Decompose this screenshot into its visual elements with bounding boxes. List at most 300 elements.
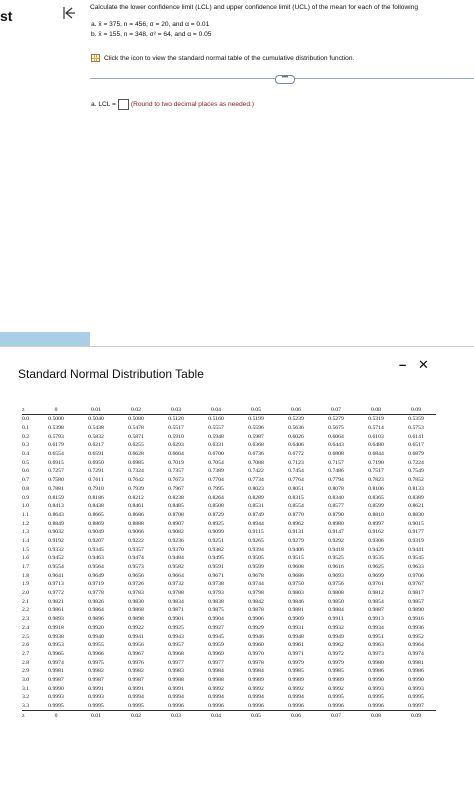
table-row	[22, 624, 436, 633]
probability-cell: 0.9984	[248, 668, 264, 675]
z-value-cell: 2.2	[22, 607, 30, 614]
table-row	[22, 537, 436, 546]
column-header: 0.08	[371, 406, 381, 413]
probability-cell: 0.7881	[48, 485, 64, 492]
probability-cell: 0.6591	[88, 451, 104, 458]
probability-cell: 0.5040	[88, 416, 104, 423]
question-title: Calculate the lower confidence limit (LCL) and upper confidence limit (UCL) of the mean for each of the following	[90, 4, 419, 11]
probability-cell: 0.9965	[48, 650, 64, 657]
table-row	[22, 519, 436, 528]
probability-cell: 0.9732	[168, 581, 184, 588]
table-row	[22, 415, 436, 424]
probability-cell: 0.8599	[368, 503, 384, 510]
probability-cell: 0.9744	[248, 581, 264, 588]
probability-cell: 0.5910	[168, 433, 184, 440]
probability-cell: 0.9484	[168, 555, 184, 562]
probability-cell: 0.8315	[288, 494, 304, 501]
probability-cell: 0.9292	[328, 537, 344, 544]
probability-cell: 0.9995	[368, 694, 384, 701]
probability-cell: 0.5596	[248, 425, 264, 432]
z-value-cell: 1.8	[22, 572, 30, 579]
probability-cell: 0.7019	[168, 459, 184, 466]
z-value-cell: 1.1	[22, 511, 30, 518]
probability-cell: 0.9222	[128, 537, 144, 544]
probability-cell: 0.5319	[368, 416, 384, 423]
table-row	[22, 693, 436, 702]
probability-cell: 0.8023	[248, 485, 264, 492]
table-row	[22, 676, 436, 685]
probability-cell: 0.8686	[128, 511, 144, 518]
probability-cell: 0.9977	[168, 659, 184, 666]
z-column-header: z	[22, 406, 25, 413]
probability-cell: 0.9927	[208, 624, 224, 631]
probability-cell: 0.9756	[328, 581, 344, 588]
probability-cell: 0.9997	[408, 703, 424, 710]
probability-cell: 0.9846	[288, 598, 304, 605]
z-value-cell: 1.2	[22, 520, 30, 527]
probability-cell: 0.5160	[208, 416, 224, 423]
probability-cell: 0.7454	[288, 468, 304, 475]
z-value-cell: 1.7	[22, 564, 30, 571]
probability-cell: 0.9582	[168, 564, 184, 571]
probability-cell: 0.9977	[208, 659, 224, 666]
probability-cell: 0.6664	[168, 451, 184, 458]
z-value-cell: 0.2	[22, 433, 30, 440]
probability-cell: 0.5120	[168, 416, 184, 423]
probability-cell: 0.9995	[48, 703, 64, 710]
probability-cell: 0.7995	[208, 485, 224, 492]
probability-cell: 0.7823	[368, 477, 384, 484]
probability-cell: 0.9854	[368, 598, 384, 605]
table-row	[22, 441, 436, 450]
table-row	[22, 545, 436, 554]
probability-cell: 0.9989	[248, 676, 264, 683]
probability-cell: 0.9982	[128, 668, 144, 675]
probability-cell: 0.8485	[168, 503, 184, 510]
table-row	[22, 485, 436, 494]
probability-cell: 0.7549	[408, 468, 424, 475]
probability-cell: 0.8051	[288, 485, 304, 492]
probability-cell: 0.6443	[328, 442, 344, 449]
answer-hint: (Round to two decimal places as needed.)	[130, 101, 255, 108]
probability-cell: 0.9838	[208, 598, 224, 605]
probability-cell: 0.9671	[208, 572, 224, 579]
probability-cell: 0.9956	[128, 642, 144, 649]
probability-cell: 0.9633	[408, 564, 424, 571]
probability-cell: 0.9192	[48, 537, 64, 544]
probability-cell: 0.9535	[368, 555, 384, 562]
probability-cell: 0.8729	[208, 511, 224, 518]
probability-cell: 0.8790	[328, 511, 344, 518]
probability-cell: 0.9990	[48, 685, 64, 692]
column-footer: 0.03	[171, 712, 181, 719]
probability-cell: 0.9909	[288, 616, 304, 623]
table-link-row	[91, 54, 354, 62]
table-row	[22, 606, 436, 615]
probability-cell: 0.8461	[128, 503, 144, 510]
probability-cell: 0.9948	[288, 633, 304, 640]
probability-cell: 0.8849	[48, 520, 64, 527]
probability-cell: 0.7224	[408, 459, 424, 466]
probability-cell: 0.8925	[208, 520, 224, 527]
probability-cell: 0.7734	[248, 477, 264, 484]
table-row	[22, 615, 436, 624]
probability-cell: 0.9994	[168, 694, 184, 701]
probability-cell: 0.8508	[208, 503, 224, 510]
probability-cell: 0.9726	[128, 581, 144, 588]
table-row	[22, 493, 436, 502]
column-header: 0.01	[91, 406, 101, 413]
table-icon[interactable]	[91, 54, 100, 62]
probability-cell: 0.6879	[408, 451, 424, 458]
z-value-cell: 2.3	[22, 616, 30, 623]
lcl-answer-input[interactable]	[118, 99, 129, 110]
z-value-cell: 3.1	[22, 685, 30, 692]
table-row	[22, 632, 436, 641]
probability-cell: 0.9686	[288, 572, 304, 579]
probability-cell: 0.9929	[248, 624, 264, 631]
z-value-cell: 1.6	[22, 555, 30, 562]
probability-cell: 0.9925	[168, 624, 184, 631]
table-row	[22, 563, 436, 572]
probability-cell: 0.6064	[328, 433, 344, 440]
column-footer: 0.06	[291, 712, 301, 719]
probability-cell: 0.5832	[88, 433, 104, 440]
table-row	[22, 467, 436, 476]
probability-cell: 0.5199	[248, 416, 264, 423]
table-row	[22, 580, 436, 589]
probability-cell: 0.9981	[48, 668, 64, 675]
probability-cell: 0.7257	[48, 468, 64, 475]
probability-cell: 0.5793	[48, 433, 64, 440]
probability-cell: 0.8133	[408, 485, 424, 492]
probability-cell: 0.9864	[88, 607, 104, 614]
probability-cell: 0.9969	[208, 650, 224, 657]
probability-cell: 0.8264	[208, 494, 224, 501]
z-value-cell: 2.5	[22, 633, 30, 640]
table-row	[22, 450, 436, 459]
probability-cell: 0.9991	[128, 685, 144, 692]
probability-cell: 0.8438	[88, 503, 104, 510]
z-value-cell: 0.0	[22, 416, 30, 423]
probability-cell: 0.9960	[248, 642, 264, 649]
probability-cell: 0.8888	[128, 520, 144, 527]
column-footer: 0.02	[131, 712, 141, 719]
probability-cell: 0.9906	[248, 616, 264, 623]
probability-cell: 0.9972	[328, 650, 344, 657]
probability-cell: 0.9970	[248, 650, 264, 657]
probability-cell: 0.9429	[368, 546, 384, 553]
standard-normal-table	[22, 405, 436, 720]
probability-cell: 0.8186	[88, 494, 104, 501]
probability-cell: 0.9985	[288, 668, 304, 675]
question-part-b: b. x̄ = 155, n = 348, σ² = 64, and α = 0.05	[91, 31, 212, 38]
probability-cell: 0.9938	[48, 633, 64, 640]
probability-cell: 0.9049	[88, 529, 104, 536]
probability-cell: 0.9993	[88, 694, 104, 701]
probability-cell: 0.8621	[408, 503, 424, 510]
column-header: 0	[54, 406, 58, 413]
modal-title: Standard Normal Distribution Table	[18, 367, 204, 381]
more-button[interactable]: •••	[275, 75, 295, 84]
probability-cell: 0.9599	[248, 564, 264, 571]
probability-cell: 0.9893	[48, 616, 64, 623]
table-row	[22, 589, 436, 598]
probability-cell: 0.9946	[248, 633, 264, 640]
probability-cell: 0.9989	[328, 676, 344, 683]
probability-cell: 0.9979	[288, 659, 304, 666]
probability-cell: 0.9382	[208, 546, 224, 553]
table-row	[22, 667, 436, 676]
probability-cell: 0.9991	[88, 685, 104, 692]
probability-cell: 0.9884	[328, 607, 344, 614]
probability-cell: 0.6554	[48, 451, 64, 458]
probability-cell: 0.9131	[288, 529, 304, 536]
probability-cell: 0.9974	[408, 650, 424, 657]
probability-cell: 0.9992	[248, 685, 264, 692]
back-arrow-icon-svg	[62, 6, 76, 20]
probability-cell: 0.9798	[248, 590, 264, 597]
probability-cell: 0.7517	[368, 468, 384, 475]
probability-cell: 0.9945	[208, 633, 224, 640]
probability-cell: 0.6915	[48, 459, 64, 466]
probability-cell: 0.9984	[208, 668, 224, 675]
probability-cell: 0.5753	[408, 425, 424, 432]
probability-cell: 0.7852	[408, 477, 424, 484]
probability-cell: 0.9988	[208, 676, 224, 683]
column-header: 0.04	[211, 406, 221, 413]
table-row	[22, 702, 436, 711]
probability-cell: 0.9952	[408, 633, 424, 640]
table-link-text: Click the icon to view the standard normal table of the cumulative distribution function.	[104, 54, 355, 62]
probability-cell: 0.9608	[288, 564, 304, 571]
probability-cell: 0.9931	[288, 624, 304, 631]
close-button[interactable]: ✕	[418, 357, 429, 372]
probability-cell: 0.9678	[248, 572, 264, 579]
probability-cell: 0.9916	[408, 616, 424, 623]
probability-cell: 0.9706	[408, 572, 424, 579]
table-header-row	[22, 405, 436, 415]
probability-cell: 0.8830	[408, 511, 424, 518]
z-value-cell: 2.6	[22, 642, 30, 649]
probability-cell: 0.9591	[208, 564, 224, 571]
probability-cell: 0.6700	[208, 451, 224, 458]
z-value-cell: 3.2	[22, 694, 30, 701]
probability-cell: 0.6217	[88, 442, 104, 449]
probability-cell: 0.9826	[88, 598, 104, 605]
table-row	[22, 554, 436, 563]
column-header: 0.02	[131, 406, 141, 413]
probability-cell: 0.9994	[288, 694, 304, 701]
z-value-cell: 2.1	[22, 598, 30, 605]
probability-cell: 0.8554	[288, 503, 304, 510]
probability-cell: 0.9989	[288, 676, 304, 683]
probability-cell: 0.9911	[328, 616, 344, 623]
probability-cell: 0.9750	[288, 581, 304, 588]
probability-cell: 0.9941	[128, 633, 144, 640]
z-value-cell: 2.7	[22, 650, 30, 657]
probability-cell: 0.8997	[368, 520, 384, 527]
column-footer: 0.08	[371, 712, 381, 719]
probability-cell: 0.5948	[208, 433, 224, 440]
probability-cell: 0.9649	[88, 572, 104, 579]
probability-cell: 0.7642	[128, 477, 144, 484]
probability-cell: 0.9788	[168, 590, 184, 597]
probability-cell: 0.7673	[168, 477, 184, 484]
probability-cell: 0.9495	[208, 555, 224, 562]
probability-cell: 0.9772	[48, 590, 64, 597]
probability-cell: 0.9871	[168, 607, 184, 614]
probability-cell: 0.5675	[328, 425, 344, 432]
probability-cell: 0.8980	[328, 520, 344, 527]
probability-cell: 0.9767	[408, 581, 424, 588]
column-header: 0.07	[331, 406, 341, 413]
probability-cell: 0.9991	[168, 685, 184, 692]
probability-cell: 0.9949	[328, 633, 344, 640]
probability-cell: 0.9994	[248, 694, 264, 701]
probability-cell: 0.9976	[128, 659, 144, 666]
probability-cell: 0.5557	[208, 425, 224, 432]
probability-cell: 0.9850	[328, 598, 344, 605]
probability-cell: 0.8106	[368, 485, 384, 492]
z-value-cell: 3.0	[22, 676, 30, 683]
probability-cell: 0.9115	[248, 529, 264, 536]
probability-cell: 0.9995	[328, 694, 344, 701]
probability-cell: 0.9979	[328, 659, 344, 666]
probability-cell: 0.7611	[88, 477, 104, 484]
probability-cell: 0.9995	[128, 703, 144, 710]
probability-cell: 0.5478	[128, 425, 144, 432]
probability-cell: 0.9778	[88, 590, 104, 597]
probability-cell: 0.8665	[88, 511, 104, 518]
table-row	[22, 528, 436, 537]
probability-cell: 0.9515	[288, 555, 304, 562]
probability-cell: 0.6844	[368, 451, 384, 458]
probability-cell: 0.8749	[248, 511, 264, 518]
probability-cell: 0.7939	[128, 485, 144, 492]
probability-cell: 0.7389	[208, 468, 224, 475]
minimize-button[interactable]: –	[399, 357, 407, 372]
probability-cell: 0.5080	[128, 416, 144, 423]
z-value-cell: 2.4	[22, 624, 30, 631]
probability-cell: 0.9986	[408, 668, 424, 675]
probability-cell: 0.7910	[88, 485, 104, 492]
probability-cell: 0.9463	[88, 555, 104, 562]
table-row	[22, 502, 436, 511]
probability-cell: 0.9394	[248, 546, 264, 553]
probability-cell: 0.9990	[368, 676, 384, 683]
probability-cell: 0.9963	[368, 642, 384, 649]
back-arrow-icon[interactable]	[62, 6, 76, 24]
probability-cell: 0.7794	[328, 477, 344, 484]
z-value-cell: 1.0	[22, 503, 30, 510]
probability-cell: 0.7764	[288, 477, 304, 484]
probability-cell: 0.6517	[408, 442, 424, 449]
probability-cell: 0.6255	[128, 442, 144, 449]
probability-cell: 0.9940	[88, 633, 104, 640]
column-footer: 0	[54, 712, 58, 719]
probability-cell: 0.5987	[248, 433, 264, 440]
probability-cell: 0.6368	[248, 442, 264, 449]
z-value-cell: 2.0	[22, 590, 30, 597]
probability-cell: 0.9994	[208, 694, 224, 701]
probability-cell: 0.9994	[128, 694, 144, 701]
probability-cell: 0.6736	[248, 451, 264, 458]
z-column-footer: z	[22, 712, 25, 719]
probability-cell: 0.6406	[288, 442, 304, 449]
probability-cell: 0.8907	[168, 520, 184, 527]
probability-cell: 0.9857	[408, 598, 424, 605]
table-row	[22, 571, 436, 580]
probability-cell: 0.9966	[88, 650, 104, 657]
probability-cell: 0.5438	[88, 425, 104, 432]
probability-cell: 0.9656	[128, 572, 144, 579]
probability-cell: 0.9920	[88, 624, 104, 631]
z-value-cell: 1.9	[22, 581, 30, 588]
probability-cell: 0.9693	[328, 572, 344, 579]
probability-cell: 0.8238	[168, 494, 184, 501]
probability-cell: 0.9664	[168, 572, 184, 579]
probability-cell: 0.8212	[128, 494, 144, 501]
probability-cell: 0.9990	[408, 676, 424, 683]
probability-cell: 0.7190	[368, 459, 384, 466]
table-body	[22, 415, 436, 711]
probability-cell: 0.9345	[88, 546, 104, 553]
column-footer: 0.07	[331, 712, 341, 719]
z-value-cell: 1.5	[22, 546, 30, 553]
table-row	[22, 432, 436, 441]
z-value-cell: 0.3	[22, 442, 30, 449]
probability-cell: 0.9918	[48, 624, 64, 631]
probability-cell: 0.9406	[288, 546, 304, 553]
probability-cell: 0.9332	[48, 546, 64, 553]
probability-cell: 0.9961	[288, 642, 304, 649]
probability-cell: 0.9099	[208, 529, 224, 536]
probability-cell: 0.9955	[88, 642, 104, 649]
probability-cell: 0.7486	[328, 468, 344, 475]
table-row	[22, 424, 436, 433]
probability-cell: 0.6293	[168, 442, 184, 449]
probability-cell: 0.9830	[128, 598, 144, 605]
probability-cell: 0.9959	[208, 642, 224, 649]
probability-cell: 0.9983	[168, 668, 184, 675]
table-footer-row	[22, 711, 436, 720]
probability-cell: 0.9996	[368, 703, 384, 710]
probability-cell: 0.6026	[288, 433, 304, 440]
probability-cell: 0.9793	[208, 590, 224, 597]
table-row	[22, 476, 436, 485]
probability-cell: 0.8389	[408, 494, 424, 501]
probability-cell: 0.9996	[288, 703, 304, 710]
probability-cell: 0.9922	[128, 624, 144, 631]
probability-cell: 0.8770	[288, 511, 304, 518]
column-footer: 0.05	[251, 712, 261, 719]
probability-cell: 0.6331	[208, 442, 224, 449]
probability-cell: 0.9878	[248, 607, 264, 614]
probability-cell: 0.8708	[168, 511, 184, 518]
probability-cell: 0.9082	[168, 529, 184, 536]
probability-cell: 0.9821	[48, 598, 64, 605]
probability-cell: 0.9783	[128, 590, 144, 597]
probability-cell: 0.8531	[248, 503, 264, 510]
probability-cell: 0.9207	[88, 537, 104, 544]
z-value-cell: 1.4	[22, 537, 30, 544]
probability-cell: 0.9993	[48, 694, 64, 701]
probability-cell: 0.9441	[408, 546, 424, 553]
probability-cell: 0.9943	[168, 633, 184, 640]
probability-cell: 0.9015	[408, 520, 424, 527]
probability-cell: 0.5871	[128, 433, 144, 440]
